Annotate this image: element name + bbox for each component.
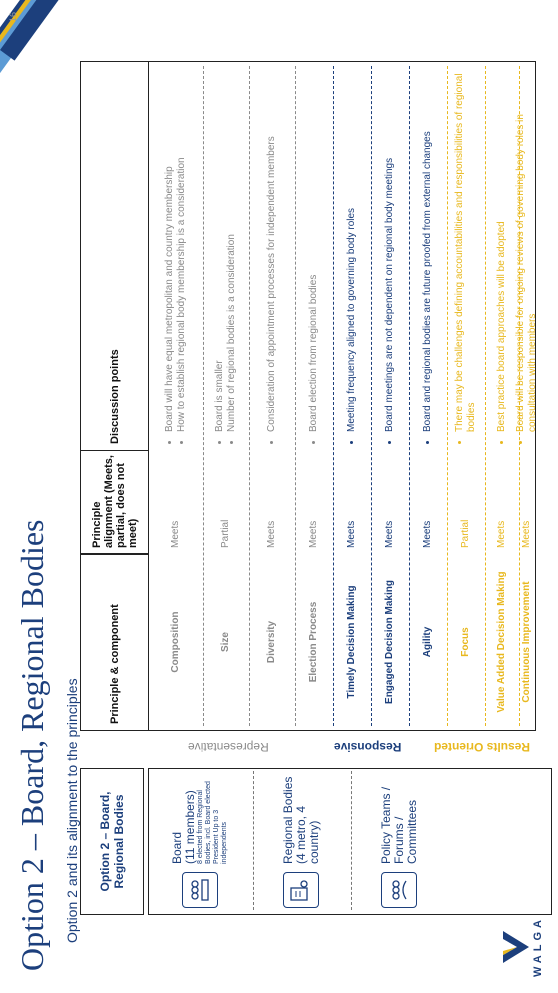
board-members-icon: [182, 872, 218, 908]
row-agility-alignment: Meets: [422, 520, 433, 548]
group-representative: Representative: [187, 740, 269, 754]
policy-teams-icon: [381, 872, 417, 908]
group-responsive: Responsive: [334, 740, 402, 754]
divider: [351, 771, 352, 910]
row-value-added-component: Value Added Decision Making: [496, 571, 507, 713]
regional-bodies-subtitle: (4 metro, 4 country): [293, 805, 321, 864]
row-diversity-alignment: Meets: [266, 520, 277, 548]
row-engaged-points: • Board meetings are not dependent on regional body meetings: [371, 62, 409, 450]
row-election-component: Election Process: [308, 601, 319, 683]
row-focus-points: • There may be challenges defining accountabilities and responsibilities of regional bodies: [447, 62, 485, 450]
header-alignment: Principle alignment (Meets, partial, does not meet): [81, 450, 149, 554]
row-diversity-points: • Consideration of appointment processes for independent members: [249, 62, 295, 450]
row-size-points: • Board is smaller • Number of regional bodies is a consideration: [203, 62, 249, 450]
row-size-component: Size: [220, 632, 231, 653]
header-discussion: Discussion points: [81, 62, 149, 450]
row-composition-component: Composition: [170, 611, 181, 673]
row-continuous-alignment: Meets: [521, 520, 532, 548]
principles-table: [80, 61, 536, 731]
regional-bodies-row: [259, 767, 343, 914]
row-value-added-points: • Best practice board approaches will be adopted: [485, 62, 519, 450]
structure-panel: [148, 768, 552, 915]
policy-teams-title: Policy Teams / Forums / Committees: [378, 786, 419, 864]
group-results-oriented: Results Oriented: [433, 740, 531, 754]
row-composition-alignment: Meets: [170, 520, 181, 548]
row-timely-points: • Meeting frequency aligned to governing body roles: [333, 62, 371, 450]
row-value-added-alignment: Meets: [496, 520, 507, 548]
logo-text: WALGA: [532, 916, 544, 977]
page-title: Option 2 – Board, Regional Bodies: [14, 519, 50, 971]
row-continuous-component: Continuous Improvement: [521, 581, 532, 703]
header-component: Principle & component: [81, 554, 149, 730]
row-timely-alignment: Meets: [346, 520, 357, 548]
row-engaged-alignment: Meets: [384, 520, 395, 548]
regional-bodies-title: Regional Bodies: [280, 776, 295, 864]
regional-bodies-icon: [283, 872, 319, 908]
row-focus-component: Focus: [460, 627, 471, 657]
row-size-alignment: Partial: [220, 519, 231, 548]
page-number: 16: [8, 12, 18, 23]
policy-teams-row: [357, 767, 441, 914]
row-election-alignment: Meets: [308, 520, 319, 548]
row-engaged-component: Engaged Decision Making: [384, 580, 395, 704]
row-election-points: • Board election from regional bodies: [295, 62, 333, 450]
board-subtitle: (11 members): [183, 790, 197, 864]
board-detail: 8 elected from Regional Bodies, incl. Board elected President Up to 3 independents: [197, 781, 228, 864]
row-focus-alignment: Partial: [460, 519, 471, 548]
board-row: [155, 767, 245, 914]
row-timely-component: Timely Decision Making: [346, 585, 357, 699]
divider: [253, 771, 254, 910]
board-title: Board: [170, 831, 184, 864]
row-continuous-points: • Board will be responsible for ongoing reviews of governing body roles in consultation with members: [519, 62, 535, 450]
page-subtitle: Option 2 and its alignment to the principles: [64, 678, 80, 943]
row-agility-points: • Board and regional bodies are future proofed from external changes: [409, 62, 447, 450]
option-header: Option 2 – Board, Regional Bodies: [80, 768, 144, 915]
row-agility-component: Agility: [422, 626, 433, 658]
row-composition-points: • Board will have equal metropolitan and country membership • How to establish regional body membership is a consideration: [149, 62, 203, 450]
row-diversity-component: Diversity: [266, 620, 277, 664]
